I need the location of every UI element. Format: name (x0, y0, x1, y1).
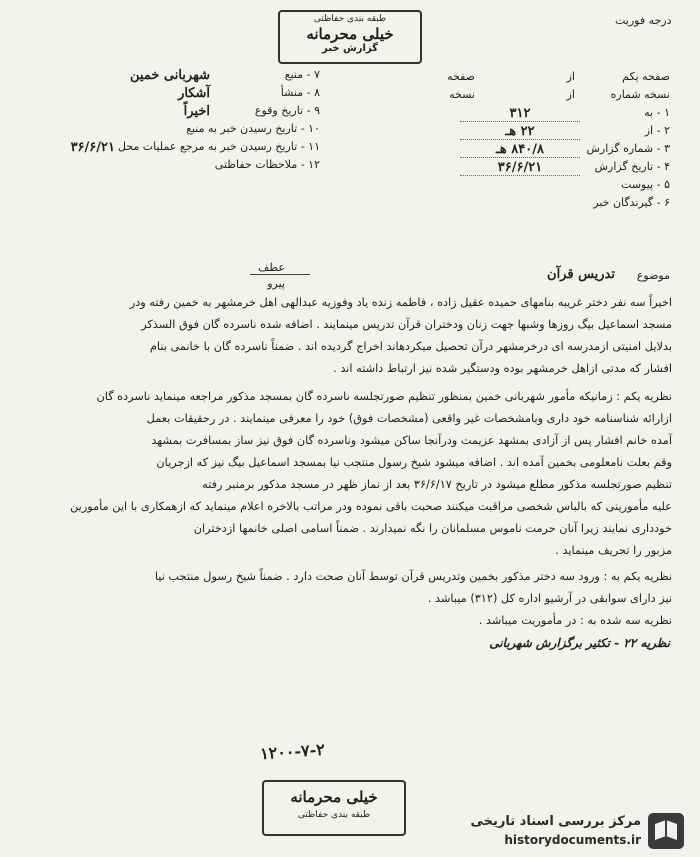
field-row: ۱۰ - تاریخ رسیدن خبر به منبع (186, 122, 320, 135)
field-row: ۱ - به ۳۱۲ (370, 106, 670, 124)
handwritten-number: ۱۲۰۰-۷-۲ (259, 739, 326, 764)
subject-label: موضوع (636, 269, 670, 282)
watermark (395, 812, 685, 852)
field-row: صفحه یکم از صفحه (447, 70, 670, 83)
field-row: ۵ - پیوست (621, 178, 670, 191)
body-line: مزبور را تحریف مینماید . (555, 544, 672, 557)
stamp-sub: گزارش خبر (321, 43, 378, 54)
body-line: بدلایل امنیتی ازمدرسه ای درخرمشهر درآن تحصیل میکردهاند اخراج گردیده اند . ضمناً ناسرده گان با خانمی بنام (149, 340, 672, 353)
bottom-classification-stamp (262, 780, 406, 836)
classification-stamp (278, 10, 422, 64)
field-row: ۸ - منشأ آشکار (178, 86, 320, 101)
degree-label: درجه فوریت (615, 14, 672, 27)
field-row: نسخه شماره از نسخه (449, 88, 670, 101)
field-row: ۶ - گیرندگان خبر (593, 196, 670, 209)
body-line: نظریه سه شده به : در مأموریت میباشد . (478, 614, 672, 627)
body-line: اخیراً سه نفر دختر غریبه بنامهای حمیده عقیل زاده ، فاطمه زنده یاد وفوزیه عبدالهی اهل خرمشهر به خمین رفته ودر (129, 296, 672, 309)
stamp-sub: طبقه بندی حفاظتی (297, 810, 371, 820)
ref-top: عطف (258, 261, 285, 274)
field-row: ۹ - تاریخ وقوع اخیراً (183, 104, 320, 119)
field-row: ۳ - شماره گزارش ۸۴۰/۸ هـ (370, 142, 670, 160)
site-name: مرکز بررسی اسناد تاریخی (470, 814, 641, 829)
stamp-word: خیلی محرمانه (306, 25, 394, 43)
stamp-top-label: طبقه بندی حفاظتی (313, 14, 387, 24)
report-body (24, 296, 672, 636)
body-line: نظریه یکم به : ورود سه دختر مذکور بخمین وتدریس قرآن توسط آنان صحت دارد . ضمناً شیخ رسول منتجب نیا (154, 570, 672, 583)
body-line: نیز دارای سوابقی در آرشیو اداره کل (۳۱۲) میباشد . (427, 592, 672, 605)
handwritten-note: نظریه ۲۲ - تکثیر برگزارش شهربانی (489, 636, 670, 650)
ref-bottom: پیرو (267, 277, 285, 290)
body-line: ازارائه شناسنامه خود داری وبامشخصات غیر واقعی (مشخصات فوق) خود را معرفی مینمایند . در رحقیقات بعمل (146, 412, 672, 425)
field-row: ۷ - منبع شهربانی خمین (130, 68, 320, 83)
right-fields (370, 70, 670, 214)
body-line: تنظیم صورتجلسه مذکور مطلع میشود در تاریخ ۳۶/۶/۱۷ بعد از نماز ظهر در مسجد مذکور برمنبر رفته (202, 478, 672, 491)
stamp-word: خیلی محرمانه (290, 788, 378, 806)
field-row: ۱۱ - تاریخ رسیدن خبر به مرجع عملیات محل ۳۶/۶/۲۱ (70, 140, 320, 155)
body-line: آمده خانم افشار پس از آزادی بمشهد عزیمت ودرآنجا ساکن میشود وناسرده گان فوق نیز ساز بمسافرت بمشهد (151, 434, 672, 447)
body-line: وقم بعلت نامعلومی بخمین آمده اند . اضافه میشود شیخ رسول منتجب نیا بمسجد اسماعیل بیگ نیز که ازجریان (156, 456, 672, 469)
subject-value: تدریس قرآن (547, 267, 615, 282)
field-row: ۴ - تاریخ گزارش ۳۶/۶/۲۱ (370, 160, 670, 178)
body-line: افشار که مدتی ازاهل خرمشهر بوده ودستگیر شده نیز ارتباط داشته اند . (333, 362, 672, 375)
field-row: ۱۲ - ملاحظات حفاظتی (214, 158, 320, 171)
body-line: خودداری نمایند زیرا آنان حرمت ناموس مسلمانان را نگه نمیدارند . ضمناً اسامی اصلی خانمها ازدختران (193, 522, 672, 535)
body-line: مسجد اسماعیل بیگ روزها وشبها جهت زنان ودختران قرآن تدریس مینمایند . اضافه شده ناسرده گان فوق السذکر (141, 318, 672, 331)
logo-icon (647, 812, 685, 850)
subject-row (30, 261, 670, 293)
body-line: علیه مأمورینی که بالباس شخصی مراقبت میکنند صحبت باقی نموده ودر مراتب بالاخره اعلام مینماید که ازهمکاری با این مأمورین (70, 500, 672, 513)
field-row: ۲ - از ۲۲ هـ (370, 124, 670, 142)
body-line: نظریه یکم : زمانیکه مأمور شهربانی خمین بمنظور تنظیم صورتجلسه ناسرده گان بمسجد مذکور مراجعه مینماید ناسرده گان (96, 390, 672, 403)
left-fields (20, 68, 320, 176)
site-url: historydocuments.ir (504, 833, 641, 847)
